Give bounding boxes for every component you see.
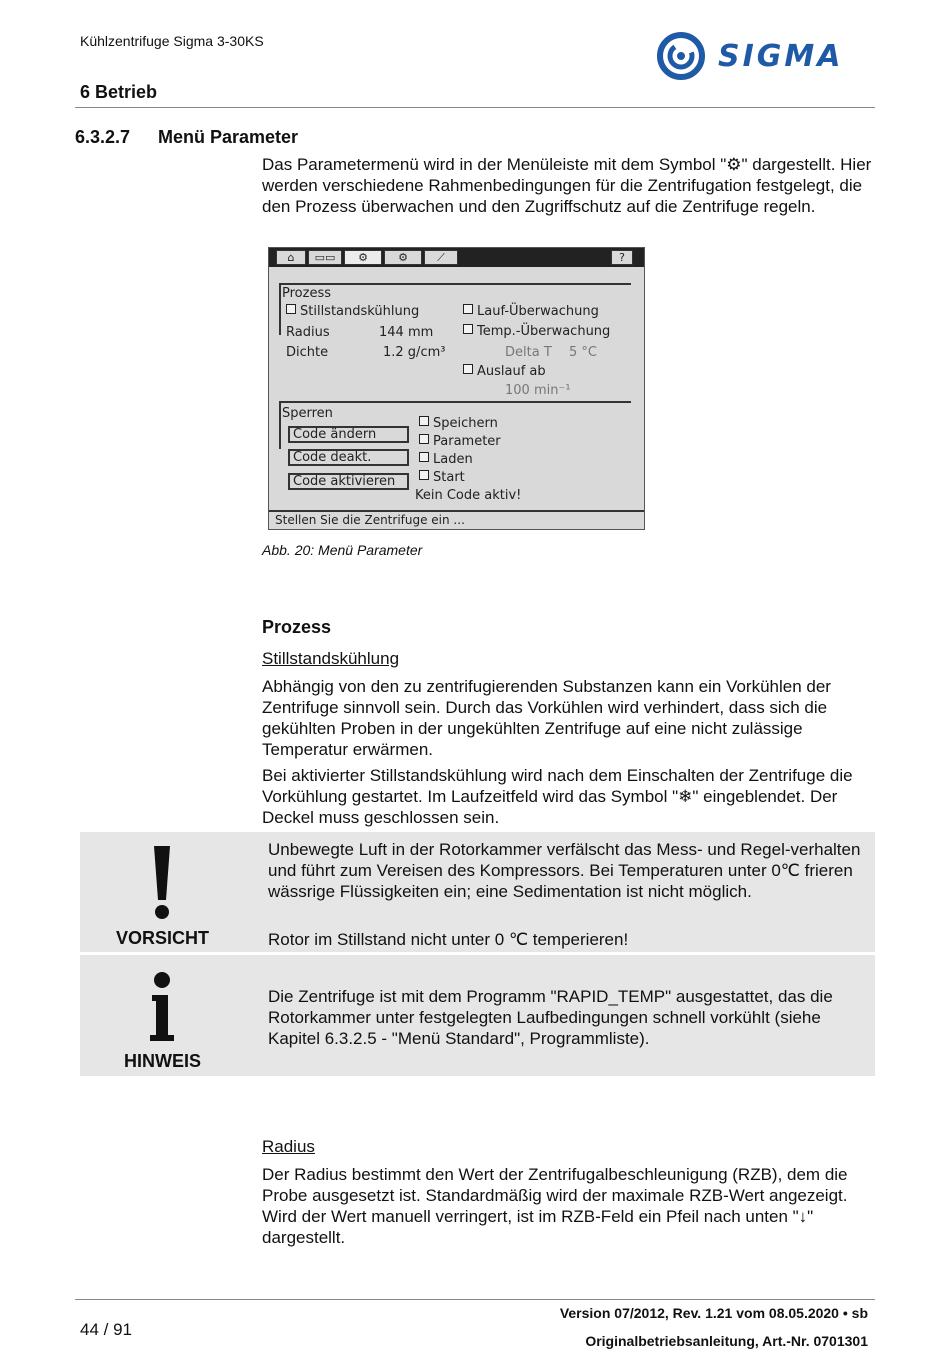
chapter-title: 6 Betrieb bbox=[80, 82, 158, 102]
checkbox-icon bbox=[463, 304, 473, 314]
graph-tab-icon: ⟋ bbox=[424, 250, 458, 265]
delta-label: Delta T bbox=[505, 345, 552, 360]
auslauf-option: Auslauf ab bbox=[463, 364, 546, 379]
status-divider bbox=[269, 510, 644, 512]
section-number: 6.3.2.7 bbox=[75, 127, 131, 147]
sperren-bracket bbox=[279, 401, 281, 449]
vorsicht-label: VORSICHT bbox=[115, 928, 209, 948]
sigma-logo bbox=[656, 30, 871, 82]
checkbox-icon bbox=[419, 470, 429, 480]
exclamation-icon bbox=[150, 844, 174, 920]
hinweis-label: HINWEIS bbox=[123, 1051, 201, 1071]
parameter-menu-screenshot bbox=[268, 247, 645, 530]
auslauf-value: 100 min⁻¹ bbox=[505, 383, 571, 398]
kein-code-text: Kein Code aktiv! bbox=[415, 488, 522, 503]
lauf-option: Lauf-Überwachung bbox=[463, 304, 599, 319]
dichte-label: Dichte bbox=[286, 345, 329, 360]
prozess-paragraph-2: Bei aktivierter Stillstandskühlung wird nach dem Einschalten der Zentrifuge die Vorkühlung gestartet. Im Laufzeitfeld wird das Symbol "❄" eingeblendet. Der Deckel muss geschlossen sein. bbox=[262, 766, 853, 827]
intro-paragraph: Das Parametermenü wird in der Menüleiste mit dem Symbol "⚙" dargestellt. Hier werden verschiedene Rahmenbedingungen für die Zentrifugation festgelegt, die den Prozess überwachen und den Zugriffschutz auf die Zentrifuge regeln. bbox=[262, 155, 872, 216]
hinweis-box bbox=[80, 955, 875, 1076]
parameter-option: Parameter bbox=[419, 434, 501, 449]
checkbox-icon bbox=[419, 434, 429, 444]
footer-rule bbox=[75, 1299, 875, 1300]
section-title: Menü Parameter bbox=[158, 127, 299, 147]
logo-wordmark: SIGMA bbox=[718, 39, 844, 74]
radius-heading: Radius bbox=[262, 1137, 315, 1156]
prozess-label: Prozess bbox=[282, 286, 331, 301]
home-tab-icon: ⌂ bbox=[276, 250, 306, 265]
figure-caption: Abb. 20: Menü Parameter bbox=[262, 542, 423, 558]
delta-value: 5 °C bbox=[569, 345, 597, 360]
laden-option: Laden bbox=[419, 452, 473, 467]
sperren-label: Sperren bbox=[282, 406, 333, 421]
radius-value: 144 mm bbox=[379, 325, 434, 340]
temp-option: Temp.-Überwachung bbox=[463, 324, 610, 339]
vorsicht-box bbox=[80, 832, 875, 952]
prozess-paragraph-1: Abhängig von den zu zentrifugierenden Substanzen kann ein Vorkühlen der Zentrifuge sinnvoll sein. Durch das Vorkühlen wird verhindert, dass sich die gekühlten Proben in der ungekühlten Zentrifuge auf eine nicht zulässige Temperatur erwärmen. bbox=[262, 677, 831, 759]
status-text: Stellen Sie die Zentrifuge ein ... bbox=[275, 513, 465, 527]
dichte-value: 1.2 g/cm³ bbox=[383, 345, 446, 360]
checkbox-icon bbox=[419, 452, 429, 462]
checkbox-icon bbox=[286, 304, 296, 314]
stillstand-option: Stillstandskühlung bbox=[286, 304, 419, 319]
footer-version: Version 07/2012, Rev. 1.21 vom 08.05.2020 • sb bbox=[559, 1305, 868, 1321]
checkbox-icon bbox=[463, 364, 473, 374]
header-rule bbox=[75, 107, 875, 108]
checkbox-icon bbox=[419, 416, 429, 426]
radius-label: Radius bbox=[286, 325, 330, 340]
radius-paragraph: Der Radius bestimmt den Wert der Zentrifugalbeschleunigung (RZB), dem die Probe ausgesetzt ist. Standardmäßig wird der maximale RZB-Wert angezeigt. Wird der Wert manuell verringert, ist im RZB-Feld ein Pfeil nach unten "↓" dargestellt. bbox=[262, 1165, 848, 1247]
hinweis-text: Die Zentrifuge ist mit dem Programm "RAPID_TEMP" ausgestattet, das die Rotorkammer unter festgelegten Laufbedingungen schnell vorkühlt (siehe Kapitel 6.3.2.5 - "Menü Standard", Programmliste). bbox=[268, 987, 833, 1048]
info-icon bbox=[148, 971, 176, 1043]
prozess-bracket bbox=[279, 283, 281, 335]
speichern-option: Speichern bbox=[419, 416, 498, 431]
footer-original: Originalbetriebsanleitung, Art.-Nr. 0701301 bbox=[585, 1333, 868, 1349]
vorsicht-instruction: Rotor im Stillstand nicht unter 0 ℃ temperieren! bbox=[268, 930, 629, 949]
code-aendern-button: Code ändern bbox=[288, 426, 409, 443]
code-deakt-button: Code deakt. bbox=[288, 449, 409, 466]
book-tab-icon: ▭▭ bbox=[308, 250, 342, 265]
document-title: Kühlzentrifuge Sigma 3-30KS bbox=[80, 33, 264, 49]
prozess-divider bbox=[279, 283, 631, 285]
code-aktivieren-button: Code aktivieren bbox=[288, 473, 409, 490]
help-tab-icon: ? bbox=[611, 250, 633, 265]
stillstand-heading: Stillstandskühlung bbox=[262, 649, 400, 668]
sperren-divider bbox=[279, 401, 631, 403]
checkbox-icon bbox=[463, 324, 473, 334]
page-number: 44 / 91 bbox=[80, 1320, 132, 1339]
settings-tab-icon: ⚙ bbox=[384, 250, 422, 265]
prozess-heading: Prozess bbox=[262, 617, 332, 637]
vorsicht-text: Unbewegte Luft in der Rotorkammer verfälscht das Mess- und Regel-verhalten und führt zum Vereisen des Kompressors. Bei Temperaturen unter 0℃ frieren wässrige Flüssigkeiten ein; eine Sedimentation ist nicht möglich. bbox=[268, 840, 861, 901]
parameter-tab-icon: ⚙ bbox=[344, 250, 382, 265]
start-option: Start bbox=[419, 470, 465, 485]
